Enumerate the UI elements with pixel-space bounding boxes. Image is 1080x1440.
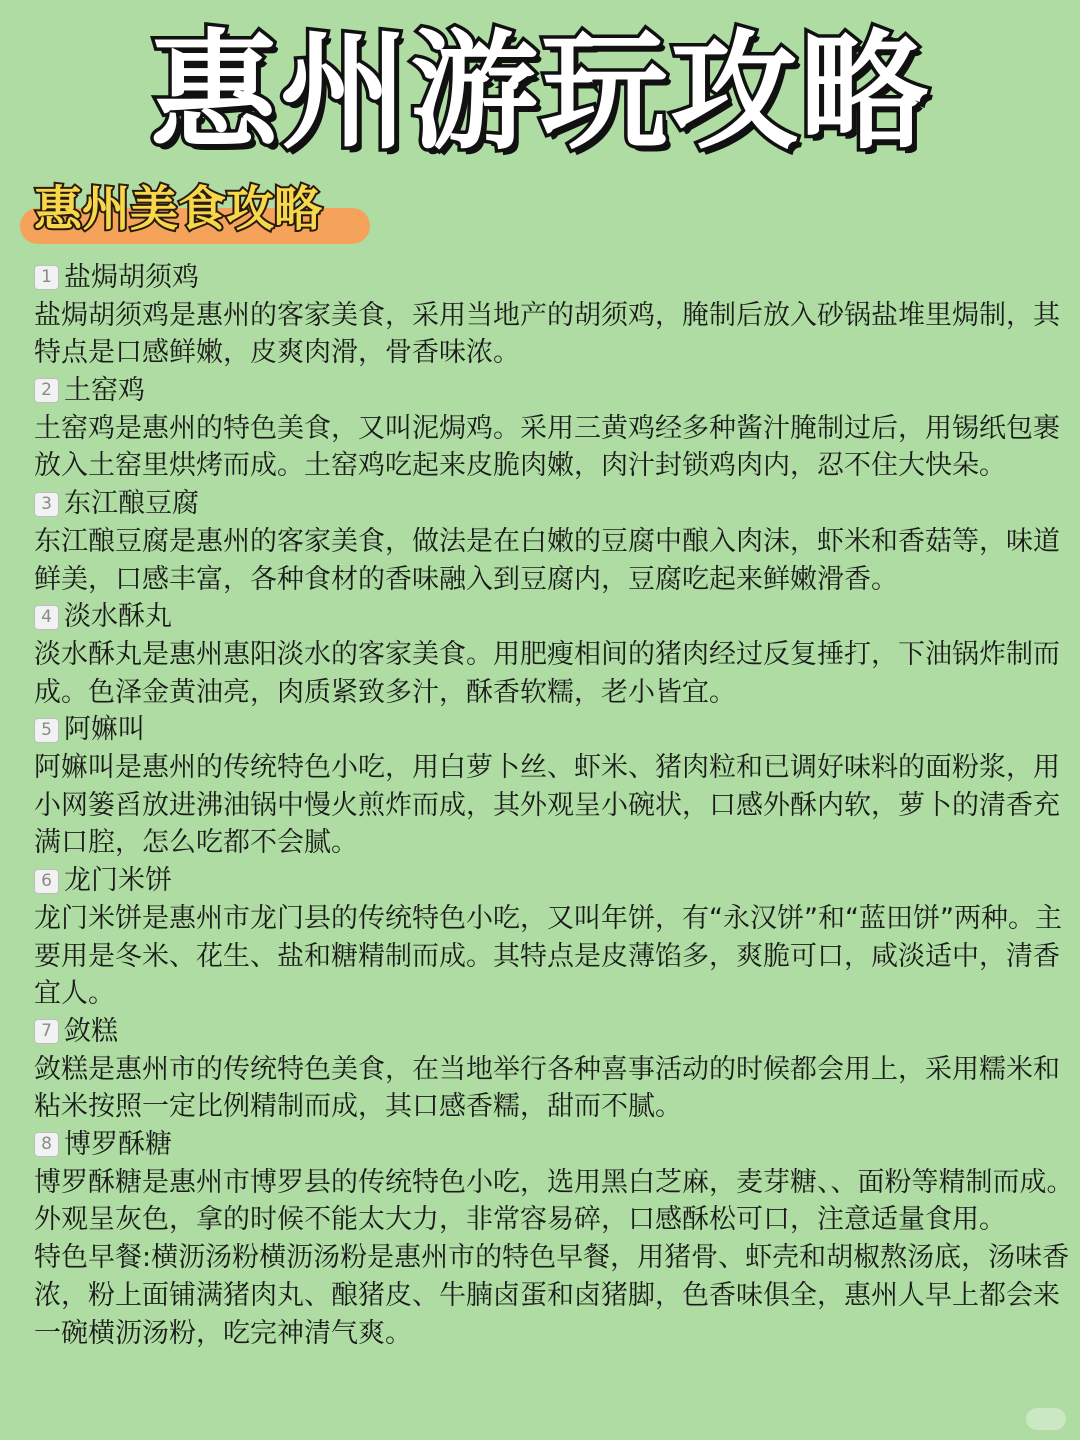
- food-item-name: 阿嫲叫: [64, 714, 145, 746]
- food-item: [34, 372, 1074, 485]
- number-5-icon: 5: [34, 718, 59, 743]
- food-item: [34, 485, 1074, 598]
- food-item-description: 龙门米饼是惠州市龙门县的传统特色小吃，又叫年饼，有“永汉饼”和“蓝田饼”两种。主要用是冬米、花生、盐和糖精制而成。其特点是皮薄馅多，爽脆可口，咸淡适中，清香宜人。: [34, 902, 1062, 1010]
- food-item-name: 博罗酥糖: [64, 1129, 172, 1161]
- food-list: [34, 259, 1074, 1352]
- food-item-name: 龙门米饼: [64, 865, 172, 897]
- number-2-icon: 2: [34, 378, 59, 403]
- number-7-icon: 7: [34, 1019, 59, 1044]
- food-item-description: 淡水酥丸是惠州惠阳淡水的客家美食。用肥瘦相间的猪肉经过反复捶打，下油锅炸制而成。色泽金黄油亮，肉质紧致多汁，酥香软糯，老小皆宜。: [34, 638, 1060, 708]
- section-title: 惠州美食攻略: [34, 181, 323, 237]
- watermark: [1026, 1408, 1066, 1430]
- food-item-heading: [34, 711, 1074, 749]
- food-item-description: 博罗酥糖是惠州市博罗县的传统特色小吃，选用黑白芝麻，麦芽糖、、面粉等精制而成。外观呈灰色，拿的时候不能太大力，非常容易碎，口感酥松可口，注意适量食用。: [34, 1166, 1074, 1236]
- food-item-heading: [34, 862, 1074, 900]
- food-item: [34, 1013, 1074, 1126]
- food-item-heading: [34, 372, 1074, 410]
- food-item-heading: [34, 1013, 1074, 1051]
- number-8-icon: 8: [34, 1132, 59, 1157]
- number-6-icon: 6: [34, 869, 59, 894]
- food-item-name: 盐焗胡须鸡: [64, 262, 199, 293]
- food-item-description: 东江酿豆腐是惠州的客家美食，做法是在白嫩的豆腐中酿入肉沫，虾米和香菇等，味道鲜美，口感丰富，各种食材的香味融入到豆腐内，豆腐吃起来鲜嫩滑香。: [34, 525, 1060, 595]
- number-3-icon: 3: [34, 492, 59, 517]
- food-item-description: 敛糕是惠州市的传统特色美食，在当地举行各种喜事活动的时候都会用上，采用糯米和粘米按照一定比例精制而成，其口感香糯，甜而不腻。: [34, 1053, 1060, 1123]
- food-item-description: 土窑鸡是惠州的特色美食，又叫泥焗鸡。采用三黄鸡经多种酱汁腌制过后，用锡纸包裹放入土窑里烘烤而成。土窑鸡吃起来皮脆肉嫩，肉汁封锁鸡肉内，忍不住大快朵。: [34, 412, 1060, 482]
- section-title-badge: [20, 178, 370, 248]
- number-4-icon: 4: [34, 605, 59, 630]
- food-item-description: 阿嫲叫是惠州的传统特色小吃，用白萝卜丝、虾米、猪肉粒和已调好味料的面粉浆，用小网篓舀放进沸油锅中慢火煎炸而成，其外观呈小碗状，口感外酥内软，萝卜的清香充满口腔，怎么吃都不会腻。: [34, 752, 1060, 859]
- food-item-heading: [34, 1126, 1074, 1164]
- food-item-name: 土窑鸡: [64, 375, 145, 407]
- food-item: [34, 598, 1074, 711]
- food-item-name: 东江酿豆腐: [64, 488, 199, 520]
- food-item: [34, 711, 1074, 862]
- food-item: [34, 862, 1074, 1013]
- food-item-name: 淡水酥丸: [64, 601, 172, 633]
- food-item: [34, 1126, 1074, 1239]
- food-item-description: 盐焗胡须鸡是惠州的客家美食，采用当地产的胡须鸡，腌制后放入砂锅盐堆里焗制，其特点是口感鲜嫩，皮爽肉滑，骨香味浓。: [34, 299, 1060, 369]
- breakfast-paragraph: 特色早餐:横沥汤粉横沥汤粉是惠州市的特色早餐，用猪骨、虾壳和胡椒熬汤底，汤味香浓，粉上面铺满猪肉丸、酿猪皮、牛腩卤蛋和卤猪脚，色香味俱全，惠州人早上都会来一碗横沥汤粉，吃完神清气爽。: [34, 1242, 1070, 1349]
- food-item-name: 敛糕: [64, 1015, 118, 1047]
- food-item-heading: [34, 259, 1074, 297]
- page-title: 惠州游玩攻略: [149, 18, 930, 167]
- food-item-heading: [34, 485, 1074, 523]
- food-item-heading: [34, 598, 1074, 636]
- number-1-icon: 1: [34, 265, 59, 290]
- food-item: [34, 259, 1074, 372]
